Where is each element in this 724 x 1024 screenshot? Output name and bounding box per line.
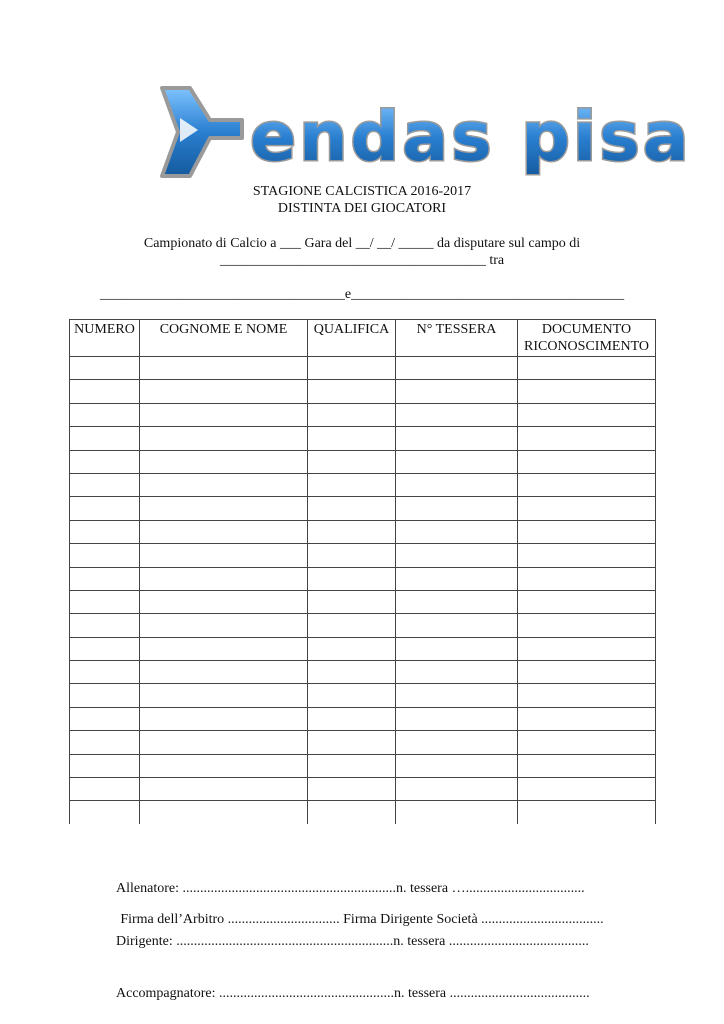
table-cell[interactable]	[70, 520, 140, 543]
table-cell[interactable]	[140, 497, 308, 520]
table-cell[interactable]	[518, 731, 656, 754]
table-cell[interactable]	[396, 403, 518, 426]
table-cell[interactable]	[518, 778, 656, 801]
table-cell[interactable]	[70, 450, 140, 473]
table-cell[interactable]	[70, 544, 140, 567]
table-cell[interactable]	[70, 754, 140, 777]
table-cell[interactable]	[140, 801, 308, 824]
table-cell[interactable]	[140, 614, 308, 637]
table-row	[70, 778, 656, 801]
table-row	[70, 661, 656, 684]
table-cell[interactable]	[140, 450, 308, 473]
table-cell[interactable]	[518, 357, 656, 380]
table-cell[interactable]	[396, 497, 518, 520]
table-cell[interactable]	[518, 637, 656, 660]
document-title: DISTINTA DEI GIOCATORI	[277, 201, 447, 216]
table-cell[interactable]	[70, 707, 140, 730]
table-cell[interactable]	[396, 778, 518, 801]
table-cell[interactable]	[308, 473, 396, 496]
table-cell[interactable]	[396, 707, 518, 730]
table-cell[interactable]	[70, 637, 140, 660]
table-cell[interactable]	[396, 520, 518, 543]
table-cell[interactable]	[70, 567, 140, 590]
table-cell[interactable]	[518, 661, 656, 684]
table-cell[interactable]	[518, 403, 656, 426]
table-cell[interactable]	[140, 661, 308, 684]
table-cell[interactable]	[140, 637, 308, 660]
table-row	[70, 520, 656, 543]
table-cell[interactable]	[518, 614, 656, 637]
table-row	[70, 380, 656, 403]
table-cell[interactable]	[308, 497, 396, 520]
table-cell[interactable]	[396, 614, 518, 637]
table-row	[70, 427, 656, 450]
signatures-line: Firma dell’Arbitro ................................ Firma Dirigente Società ...................................	[120, 912, 604, 927]
table-row	[70, 544, 656, 567]
table-row	[70, 637, 656, 660]
table-cell[interactable]	[396, 450, 518, 473]
table-cell[interactable]	[140, 754, 308, 777]
table-cell[interactable]	[140, 357, 308, 380]
table-cell[interactable]	[70, 473, 140, 496]
dirigente-line: Dirigente: ..............................................................n. tessera ........................................	[116, 933, 589, 949]
header-tessera: N° TESSERA	[396, 320, 518, 357]
table-row	[70, 754, 656, 777]
table-cell[interactable]	[518, 520, 656, 543]
table-cell[interactable]	[140, 427, 308, 450]
table-row	[70, 473, 656, 496]
table-cell[interactable]	[396, 637, 518, 660]
svg-text:endas pisa: endas pisa	[250, 98, 692, 177]
match-details-line-1: Campionato di Calcio a ___ Gara del __/ __/ _____ da disputare sul campo di	[143, 236, 581, 251]
table-cell[interactable]	[308, 707, 396, 730]
table-cell[interactable]	[518, 380, 656, 403]
table-cell[interactable]	[518, 567, 656, 590]
endas-pisa-logo	[150, 80, 692, 185]
table-cell[interactable]	[308, 637, 396, 660]
table-cell[interactable]	[140, 473, 308, 496]
table-cell[interactable]	[308, 450, 396, 473]
table-cell[interactable]	[308, 661, 396, 684]
table-cell[interactable]	[518, 497, 656, 520]
table-cell[interactable]	[396, 661, 518, 684]
table-cell[interactable]	[308, 544, 396, 567]
table-cell[interactable]	[70, 497, 140, 520]
table-cell[interactable]	[70, 380, 140, 403]
teams-line: ___________________________________e_______________________________________	[99, 287, 625, 302]
table-cell[interactable]	[518, 590, 656, 613]
table-cell[interactable]	[396, 684, 518, 707]
table-cell[interactable]	[396, 427, 518, 450]
table-row	[70, 450, 656, 473]
table-header-row	[70, 320, 656, 357]
allenatore-line: Allenatore: .............................................................n. tessera …..................................	[116, 881, 585, 896]
table-row	[70, 567, 656, 590]
table-cell[interactable]	[308, 590, 396, 613]
table-cell[interactable]	[140, 731, 308, 754]
table-cell[interactable]	[70, 778, 140, 801]
table-row	[70, 801, 656, 824]
accompagnatore-line: Accompagnatore: ..................................................n. tessera ........................................	[116, 986, 590, 1001]
table-cell[interactable]	[140, 590, 308, 613]
table-cell[interactable]	[70, 731, 140, 754]
table-row	[70, 497, 656, 520]
table-cell[interactable]	[70, 357, 140, 380]
table-cell[interactable]	[396, 473, 518, 496]
table-cell[interactable]	[140, 380, 308, 403]
staff-section	[116, 845, 616, 1020]
table-cell[interactable]	[518, 801, 656, 824]
header-qualifica: QUALIFICA	[308, 320, 396, 357]
table-cell[interactable]	[70, 403, 140, 426]
table-cell[interactable]	[140, 403, 308, 426]
table-cell[interactable]	[308, 801, 396, 824]
table-cell[interactable]	[308, 754, 396, 777]
table-cell[interactable]	[70, 590, 140, 613]
table-cell[interactable]	[396, 754, 518, 777]
table-cell[interactable]	[308, 567, 396, 590]
table-cell[interactable]	[396, 357, 518, 380]
table-cell[interactable]	[140, 707, 308, 730]
season-title: STAGIONE CALCISTICA 2016-2017	[252, 184, 472, 199]
table-cell[interactable]	[308, 403, 396, 426]
table-cell[interactable]	[396, 590, 518, 613]
players-table	[69, 319, 656, 824]
table-cell[interactable]	[518, 544, 656, 567]
table-cell[interactable]	[308, 778, 396, 801]
table-cell[interactable]	[308, 427, 396, 450]
table-cell[interactable]	[140, 567, 308, 590]
match-details-line-2: ______________________________________ tra	[219, 253, 505, 268]
table-cell[interactable]	[70, 801, 140, 824]
table-cell[interactable]	[70, 614, 140, 637]
table-cell[interactable]	[70, 661, 140, 684]
table-cell[interactable]	[140, 684, 308, 707]
table-row	[70, 357, 656, 380]
table-cell[interactable]	[396, 731, 518, 754]
table-row	[70, 731, 656, 754]
table-cell[interactable]	[140, 544, 308, 567]
header-cognome-nome: COGNOME E NOME	[140, 320, 308, 357]
table-cell[interactable]	[308, 520, 396, 543]
table-cell[interactable]	[140, 778, 308, 801]
table-cell[interactable]	[518, 754, 656, 777]
table-cell[interactable]	[308, 357, 396, 380]
table-cell[interactable]	[308, 614, 396, 637]
table-cell[interactable]	[140, 520, 308, 543]
table-row	[70, 590, 656, 613]
table-cell[interactable]	[308, 380, 396, 403]
table-cell[interactable]	[518, 427, 656, 450]
table-row	[70, 707, 656, 730]
table-cell[interactable]	[70, 684, 140, 707]
table-row	[70, 403, 656, 426]
table-row	[70, 614, 656, 637]
table-cell[interactable]	[518, 450, 656, 473]
table-cell[interactable]	[518, 473, 656, 496]
table-cell[interactable]	[396, 801, 518, 824]
table-cell[interactable]	[396, 380, 518, 403]
table-cell[interactable]	[308, 684, 396, 707]
header-documento: DOCUMENTO RICONOSCIMENTO	[518, 320, 656, 357]
table-cell[interactable]	[396, 567, 518, 590]
header-numero: NUMERO	[70, 320, 140, 357]
table-cell[interactable]	[70, 427, 140, 450]
table-cell[interactable]	[518, 707, 656, 730]
table-cell[interactable]	[308, 731, 396, 754]
table-row	[70, 684, 656, 707]
table-cell[interactable]	[396, 544, 518, 567]
table-cell[interactable]	[518, 684, 656, 707]
